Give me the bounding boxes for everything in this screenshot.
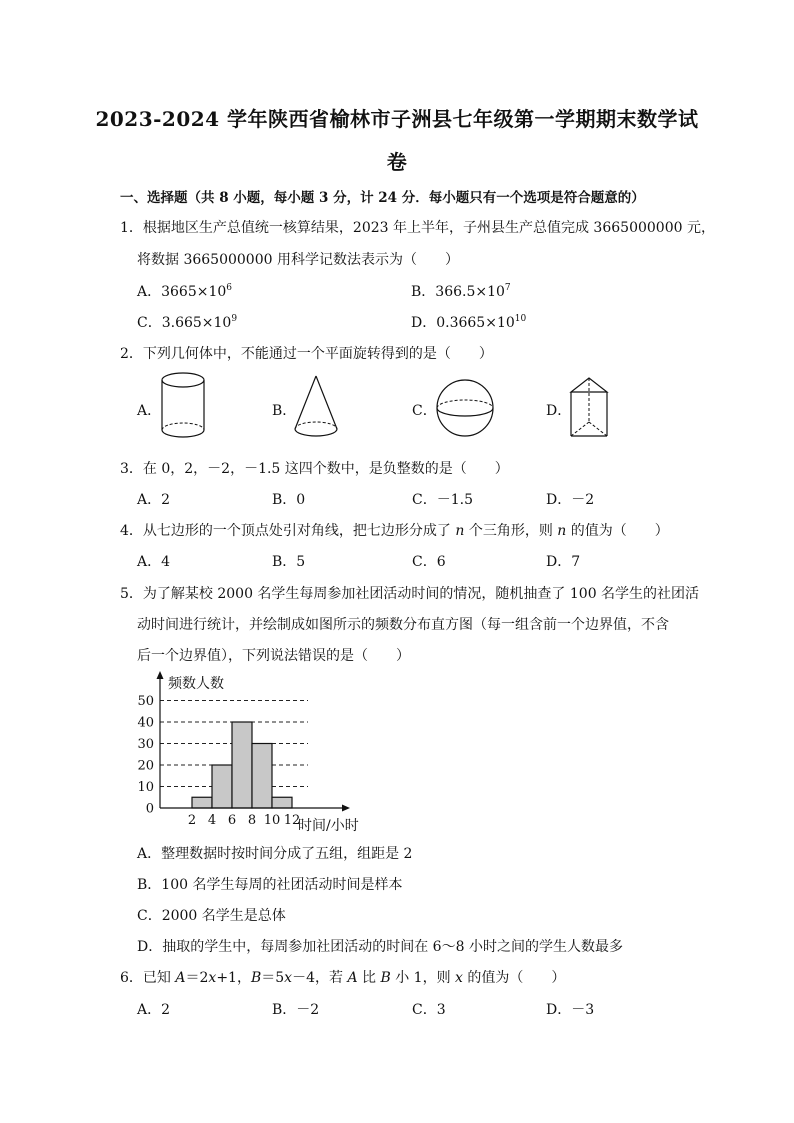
q5-option-a: A．整理数据时按时间分成了五组，组距是 2 [137,846,413,862]
q5-option-c: C．2000 名学生是总体 [137,908,286,924]
q6-option-d: D．－3 [546,1002,595,1018]
cylinder-figure [158,370,208,442]
q5-option-b: B．100 名学生每周的社团活动时间是样本 [137,877,403,893]
exam-title-line2: 卷 [386,150,408,174]
q3-option-a: A．2 [137,492,171,508]
q3-option-c: C．－1.5 [412,492,473,508]
section-heading: 一、选择题（共 8 小题，每小题 3 分，计 24 分．每小题只有一个选项是符合题意的） [120,190,645,206]
y-tick-label-30: 30 [137,737,154,752]
y-axis-title: 频数人数 [168,676,224,692]
frequency-histogram [130,668,370,838]
q6-option-b: B．－2 [272,1002,320,1018]
y-tick-label-50: 50 [137,694,154,709]
q4-option-c: C．6 [412,554,446,570]
q4-option-d: D．7 [546,554,581,570]
q1-option-c: C．$3.665\times 10^9$ [137,314,238,331]
q1-option-b: B．$366.5\times 10^7$ [411,283,511,300]
x-tick-label-12: 12 [283,813,301,828]
x-tick-label-10: 10 [263,813,281,828]
cone-figure [292,374,340,440]
x-tick-label-6: 6 [227,813,237,828]
x-tick-label-8: 8 [247,813,257,828]
q3-option-b: B．0 [272,492,306,508]
q2-label-b: B． [272,403,297,419]
q4-stem: 4．从七边形的一个顶点处引对角线，把七边形分成了 n 个三角形，则 n 的值为（ ） [120,523,669,539]
q4-option-a: A．4 [137,554,171,570]
y-tick-label-40: 40 [137,715,154,731]
q2-label-a: A． [137,403,162,419]
triangular-prism-figure [567,376,611,440]
q6-stem: 6．已知 A＝2x+1，B＝5x－4，若 A 比 B 小 1，则 x 的值为（ ） [120,970,566,986]
sphere-figure [435,378,495,438]
x-axis-arrow [342,805,350,812]
x-axis-title: 时间/小时 [298,818,359,834]
q1-option-d: D．$0.3665\times 10^{10}$ [411,314,527,331]
q3-stem: 3．在 0，2，－2，－1.5 这四个数中，是负整数的是（ ） [120,461,509,477]
y-tick-label-20: 20 [137,758,154,774]
y-tick-label-0: 0 [145,801,154,817]
x-tick-label-4: 4 [207,813,217,828]
bar-6-8 [232,722,252,808]
q5-stem-line2: 动时间进行统计，并绘制成如图所示的频数分布直方图（每一组含前一个边界值，不含 [137,617,669,633]
bar-2-4 [192,797,212,808]
x-tick-label-2: 2 [187,813,197,828]
q3-option-d: D．－2 [546,492,595,508]
q2-label-d: D． [546,403,572,419]
q4-option-b: B．5 [272,554,306,570]
q2-label-c: C． [412,403,437,419]
bar-10-12 [272,797,292,808]
bar-4-6 [212,765,232,808]
q6-option-c: C．3 [412,1002,446,1018]
q5-stem-line1: 5．为了解某校 2000 名学生每周参加社团活动时间的情况，随机抽查了 100 名学生的社团活 [120,586,700,602]
q6-option-a: A．2 [137,1002,171,1018]
y-tick-label-10: 10 [137,780,154,795]
exam-title-line1: 2023-2024 学年陕西省榆林市子洲县七年级第一学期期末数学试 [95,107,699,131]
q5-stem-line3: 后一个边界值），下列说法错误的是（ ） [137,648,410,664]
y-axis-arrow [157,671,164,679]
q1-stem-line1: 1．根据地区生产总值统一核算结果，2023 年上半年，子州县生产总值完成 3665000000 元， [120,220,715,236]
q5-option-d: D．抽取的学生中，每周参加社团活动的时间在 6～8 小时之间的学生人数最多 [137,939,623,955]
bar-8-10 [252,744,272,809]
q2-stem: 2．下列几何体中，不能通过一个平面旋转得到的是（ ） [120,346,493,362]
q1-stem-line2: 将数据 3665000000 用科学记数法表示为（ ） [137,252,459,268]
q1-option-a: A．$3665\times 10^6$ [137,283,233,300]
